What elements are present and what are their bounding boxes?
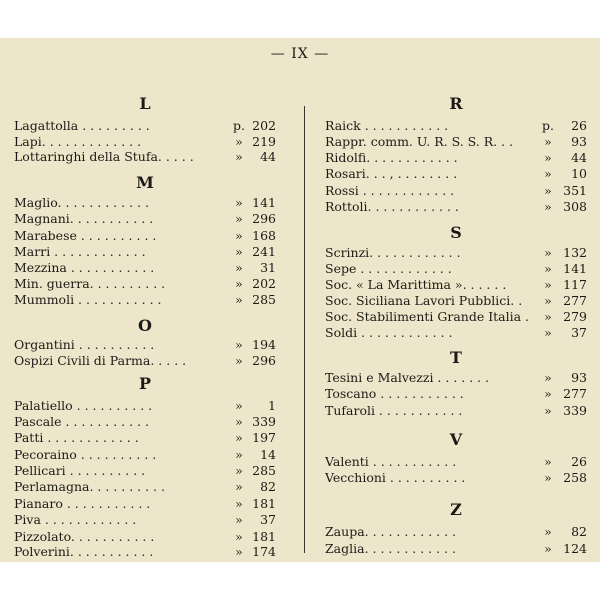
entry-page: 14: [260, 447, 276, 462]
entry-marker: »: [235, 414, 243, 429]
entry-marker: »: [235, 260, 243, 275]
entry-page: 93: [571, 134, 587, 149]
index-entry: [14, 259, 276, 276]
entry-name: Scrinzi. . . . . . . . . . . .: [325, 245, 461, 260]
entry-name: Pizzolato. . . . . . . . . . .: [14, 529, 155, 544]
entry-marker: »: [544, 166, 552, 181]
entry-name: Ospizi Civili di Parma. . . . .: [14, 353, 187, 368]
index-entry: [14, 336, 276, 353]
index-page: [0, 38, 600, 562]
entry-marker: »: [235, 337, 243, 352]
entry-name: Lottaringhi della Stufa. . . . .: [14, 149, 194, 164]
entry-marker: »: [235, 195, 243, 210]
entry-name: Valenti . . . . . . . . . . .: [325, 454, 457, 469]
entry-marker: »: [235, 479, 243, 494]
index-entry: [14, 117, 276, 134]
index-entry: [14, 446, 276, 463]
index-entry: [14, 275, 276, 292]
index-entry: [325, 369, 587, 386]
index-entry: [325, 133, 587, 150]
index-entry: [14, 478, 276, 495]
entry-marker: »: [544, 293, 552, 308]
entry-name: Polverini. . . . . . . . . . .: [14, 544, 154, 559]
entry-marker: p.: [542, 118, 554, 133]
index-entry: [14, 243, 276, 260]
section-letter-v: V: [449, 430, 463, 449]
entry-name: Pecoraino . . . . . . . . . .: [14, 447, 157, 462]
entry-page: 174: [252, 544, 276, 559]
entry-marker: »: [235, 276, 243, 291]
index-entry: [325, 182, 587, 199]
entry-name: Zaupa. . . . . . . . . . . .: [325, 524, 457, 539]
entry-name: Rossi . . . . . . . . . . . .: [325, 183, 455, 198]
index-entry: [325, 198, 587, 215]
entry-page: 219: [252, 134, 276, 149]
entry-page: 202: [252, 276, 276, 291]
entry-page: 181: [252, 529, 276, 544]
entry-marker: »: [235, 292, 243, 307]
entry-marker: »: [544, 309, 552, 324]
section-letter-r: R: [449, 94, 463, 113]
entry-marker: »: [235, 463, 243, 478]
entry-marker: »: [235, 544, 243, 559]
entry-page: 181: [252, 496, 276, 511]
entry-name: Patti . . . . . . . . . . . .: [14, 430, 139, 445]
index-entry: [325, 453, 587, 470]
entry-page: 141: [563, 261, 587, 276]
entry-name: Tesini e Malvezzi . . . . . . .: [325, 370, 490, 385]
entry-name: Raick . . . . . . . . . . .: [325, 118, 449, 133]
entry-name: Soc. « La Marittima ». . . . . .: [325, 277, 507, 292]
index-entry: [14, 194, 276, 211]
entry-marker: »: [544, 183, 552, 198]
entry-marker: »: [544, 386, 552, 401]
section-letter-o: O: [138, 316, 152, 335]
index-entry: [325, 540, 587, 557]
entry-page: 26: [571, 118, 587, 133]
index-entry: [14, 291, 276, 308]
index-entry: [14, 511, 276, 528]
entry-marker: »: [235, 447, 243, 462]
entry-page: 308: [563, 199, 587, 214]
entry-name: Perlamagna. . . . . . . . . .: [14, 479, 165, 494]
entry-name: Soldi . . . . . . . . . . . .: [325, 325, 453, 340]
entry-name: Magnani. . . . . . . . . . .: [14, 211, 154, 226]
entry-page: 44: [571, 150, 587, 165]
index-entry: [325, 165, 587, 182]
entry-name: Sepe . . . . . . . . . . . .: [325, 261, 452, 276]
entry-marker: »: [235, 149, 243, 164]
index-entry: [14, 429, 276, 446]
entry-marker: »: [544, 524, 552, 539]
index-entry: [14, 397, 276, 414]
entry-marker: »: [544, 150, 552, 165]
entry-name: Lagattolla . . . . . . . . .: [14, 118, 150, 133]
entry-page: 285: [252, 463, 276, 478]
entry-marker: »: [235, 244, 243, 259]
entry-name: Min. guerra. . . . . . . . . .: [14, 276, 166, 291]
entry-name: Soc. Siciliana Lavori Pubblici. .: [325, 293, 523, 308]
entry-name: Rappr. comm. U. R. S. S. R. . .: [325, 134, 513, 149]
entry-page: 339: [563, 403, 587, 418]
entry-page: 93: [571, 370, 587, 385]
entry-page: 202: [252, 118, 276, 133]
section-letter-z: Z: [450, 500, 462, 519]
entry-marker: »: [544, 261, 552, 276]
entry-page: 82: [571, 524, 587, 539]
entry-page: 279: [563, 309, 587, 324]
index-entry: [325, 276, 587, 293]
entry-marker: p.: [233, 118, 245, 133]
entry-name: Rottoli. . . . . . . . . . . .: [325, 199, 459, 214]
entry-page: 241: [252, 244, 276, 259]
index-entry: [14, 148, 276, 165]
entry-page: 1: [268, 398, 276, 413]
index-entry: [325, 308, 587, 325]
index-entry: [14, 227, 276, 244]
entry-page: 26: [571, 454, 587, 469]
index-entry: [325, 260, 587, 277]
entry-marker: »: [235, 496, 243, 511]
entry-marker: »: [544, 199, 552, 214]
entry-name: Tufaroli . . . . . . . . . . .: [325, 403, 463, 418]
entry-page: 82: [260, 479, 276, 494]
entry-page: 296: [252, 211, 276, 226]
index-entry: [325, 385, 587, 402]
entry-name: Marabese . . . . . . . . . .: [14, 228, 157, 243]
index-entry: [14, 462, 276, 479]
entry-marker: »: [544, 403, 552, 418]
entry-name: Pellicari . . . . . . . . . .: [14, 463, 146, 478]
entry-marker: »: [544, 370, 552, 385]
entry-page: 31: [260, 260, 276, 275]
entry-page: 10: [571, 166, 587, 181]
index-entry: [14, 495, 276, 512]
entry-page: 277: [563, 293, 587, 308]
index-entry: [325, 244, 587, 261]
entry-name: Marri . . . . . . . . . . . .: [14, 244, 146, 259]
entry-name: Zaglia. . . . . . . . . . . .: [325, 541, 456, 556]
section-letter-s: S: [450, 223, 462, 242]
entry-marker: »: [544, 245, 552, 260]
entry-page: 44: [260, 149, 276, 164]
index-entry: [14, 543, 276, 560]
entry-marker: »: [235, 134, 243, 149]
entry-marker: »: [544, 134, 552, 149]
index-entry: [325, 149, 587, 166]
entry-marker: »: [235, 398, 243, 413]
entry-marker: »: [235, 211, 243, 226]
page-number: — IX —: [270, 46, 330, 62]
index-entry: [325, 117, 587, 134]
entry-marker: »: [235, 512, 243, 527]
index-entry: [325, 469, 587, 486]
entry-marker: »: [235, 430, 243, 445]
entry-page: 132: [563, 245, 587, 260]
entry-marker: »: [544, 325, 552, 340]
entry-page: 351: [563, 183, 587, 198]
entry-page: 258: [563, 470, 587, 485]
entry-marker: »: [235, 353, 243, 368]
index-entry: [325, 292, 587, 309]
entry-page: 117: [563, 277, 587, 292]
index-entry: [325, 523, 587, 540]
entry-marker: »: [544, 454, 552, 469]
entry-name: Pianaro . . . . . . . . . . .: [14, 496, 151, 511]
section-letter-l: L: [139, 94, 151, 113]
entry-page: 124: [563, 541, 587, 556]
entry-page: 339: [252, 414, 276, 429]
entry-page: 141: [252, 195, 276, 210]
entry-name: Maglio. . . . . . . . . . . .: [14, 195, 149, 210]
entry-page: 285: [252, 292, 276, 307]
entry-name: Soc. Stabilimenti Grande Italia .: [325, 309, 530, 324]
entry-page: 197: [252, 430, 276, 445]
entry-name: Vecchioni . . . . . . . . . .: [325, 470, 466, 485]
index-entry: [14, 413, 276, 430]
entry-name: Mummoli . . . . . . . . . . .: [14, 292, 162, 307]
entry-marker: »: [235, 228, 243, 243]
entry-marker: »: [235, 529, 243, 544]
entry-marker: »: [544, 277, 552, 292]
entry-page: 37: [260, 512, 276, 527]
index-entry: [14, 210, 276, 227]
entry-name: Toscano . . . . . . . . . . .: [325, 386, 464, 401]
entry-name: Rosari. . . , . . . . . . . .: [325, 166, 458, 181]
entry-name: Pascale . . . . . . . . . . .: [14, 414, 149, 429]
entry-marker: »: [544, 470, 552, 485]
index-entry: [14, 352, 276, 369]
entry-name: Organtini . . . . . . . . . .: [14, 337, 155, 352]
entry-name: Palatiello . . . . . . . . . .: [14, 398, 153, 413]
entry-page: 37: [571, 325, 587, 340]
entry-name: Lapi. . . . . . . . . . . . .: [14, 134, 142, 149]
entry-name: Mezzina . . . . . . . . . . .: [14, 260, 155, 275]
entry-page: 296: [252, 353, 276, 368]
entry-page: 194: [252, 337, 276, 352]
entry-name: Ridolfi. . . . . . . . . . . .: [325, 150, 458, 165]
entry-page: 277: [563, 386, 587, 401]
index-entry: [325, 324, 587, 341]
section-letter-t: T: [450, 348, 462, 367]
entry-name: Piva . . . . . . . . . . . .: [14, 512, 137, 527]
entry-page: 168: [252, 228, 276, 243]
section-letter-m: M: [136, 173, 154, 192]
section-letter-p: P: [138, 374, 152, 393]
entry-marker: »: [544, 541, 552, 556]
column-divider: [304, 106, 305, 553]
index-entry: [325, 402, 587, 419]
